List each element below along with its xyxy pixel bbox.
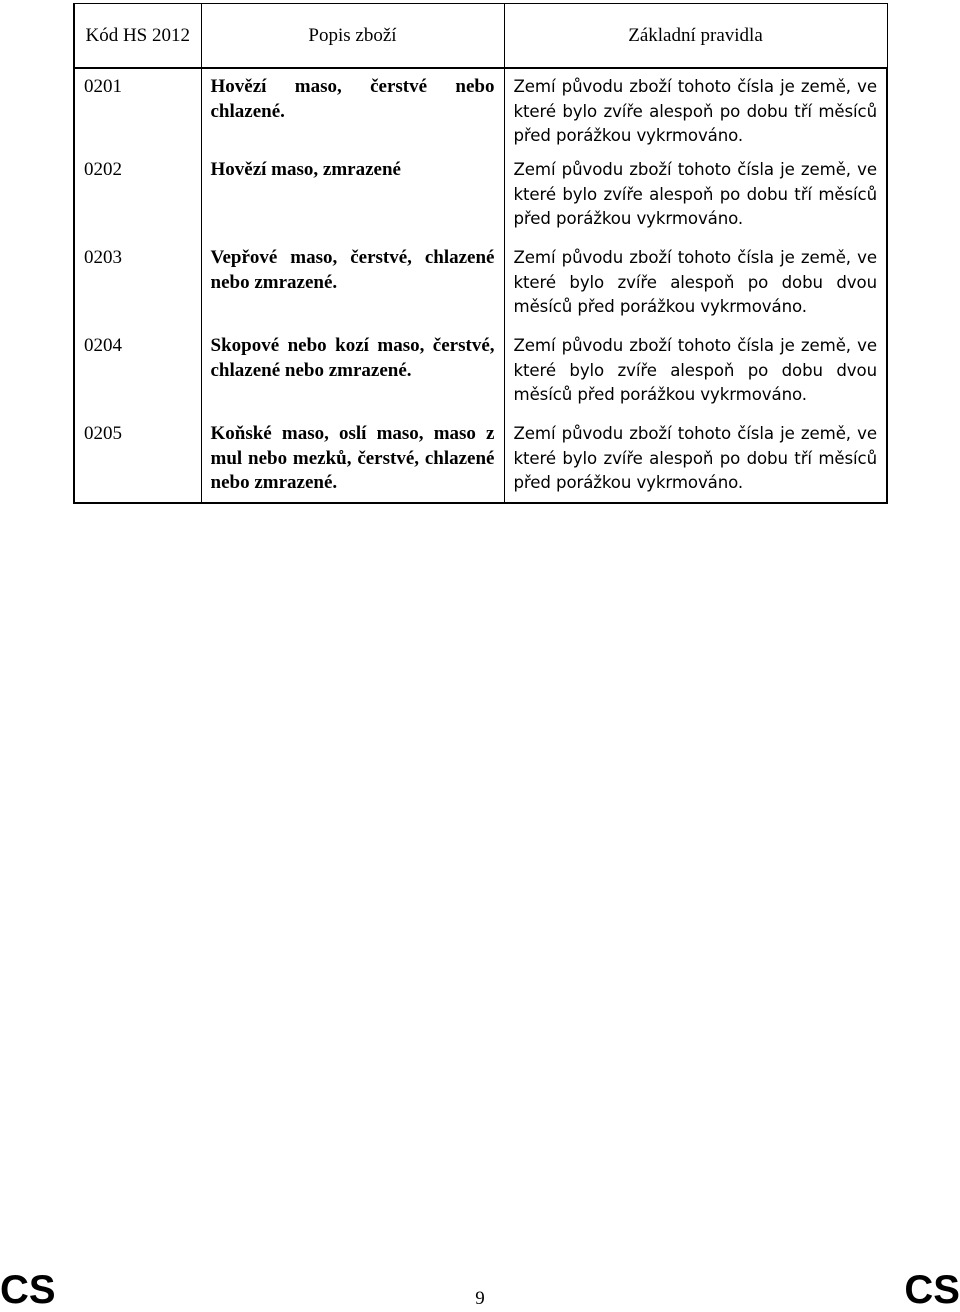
rule-cell: Zemí původu zboží tohoto čísla je země, ve které bylo zvíře alespoň po dobu dvou měsíců před porážkou vykrmováno. [504,246,887,334]
table-row [74,422,887,503]
table-row [74,68,887,158]
hs-code-cell: 0202 [74,158,201,246]
description-cell: Vepřové maso, čerstvé, chlazené nebo zmrazené. [201,246,504,334]
rule-cell: Zemí původu zboží tohoto čísla je země, ve které bylo zvíře alespoň po dobu tří měsíců před porážkou vykrmováno. [504,68,887,158]
hs-code-cell: 0203 [74,246,201,334]
hs-code-cell: 0204 [74,334,201,422]
description-cell: Hovězí maso, zmrazené [201,158,504,246]
table-header [74,4,887,69]
table-body [74,68,887,503]
description-cell: Hovězí maso, čerstvé nebo chlazené. [201,68,504,158]
hs-code-cell: 0201 [74,68,201,158]
hs-code-cell: 0205 [74,422,201,503]
table-row [74,246,887,334]
footer-language-right: CS [904,1268,960,1312]
rule-cell: Zemí původu zboží tohoto čísla je země, ve které bylo zvíře alespoň po dobu tří měsíců před porážkou vykrmováno. [504,422,887,503]
description-cell: Koňské maso, oslí maso, maso z mul nebo mezků, čerstvé, chlazené nebo zmrazené. [201,422,504,503]
table-row [74,158,887,246]
header-rules: Základní pravidla [504,4,887,69]
page-number: 9 [475,1288,485,1309]
header-description: Popis zboží [201,4,504,69]
rule-cell: Zemí původu zboží tohoto čísla je země, ve které bylo zvíře alespoň po dobu tří měsíců před porážkou vykrmováno. [504,158,887,246]
rule-cell: Zemí původu zboží tohoto čísla je země, ve které bylo zvíře alespoň po dobu dvou měsíců před porážkou vykrmováno. [504,334,887,422]
table-row [74,334,887,422]
footer-language-left: CS [0,1268,56,1312]
description-cell: Skopové nebo kozí maso, čerstvé, chlazené nebo zmrazené. [201,334,504,422]
header-hs-code: Kód HS 2012 [74,4,201,69]
origin-rules-table [73,3,888,504]
header-row [74,4,887,69]
